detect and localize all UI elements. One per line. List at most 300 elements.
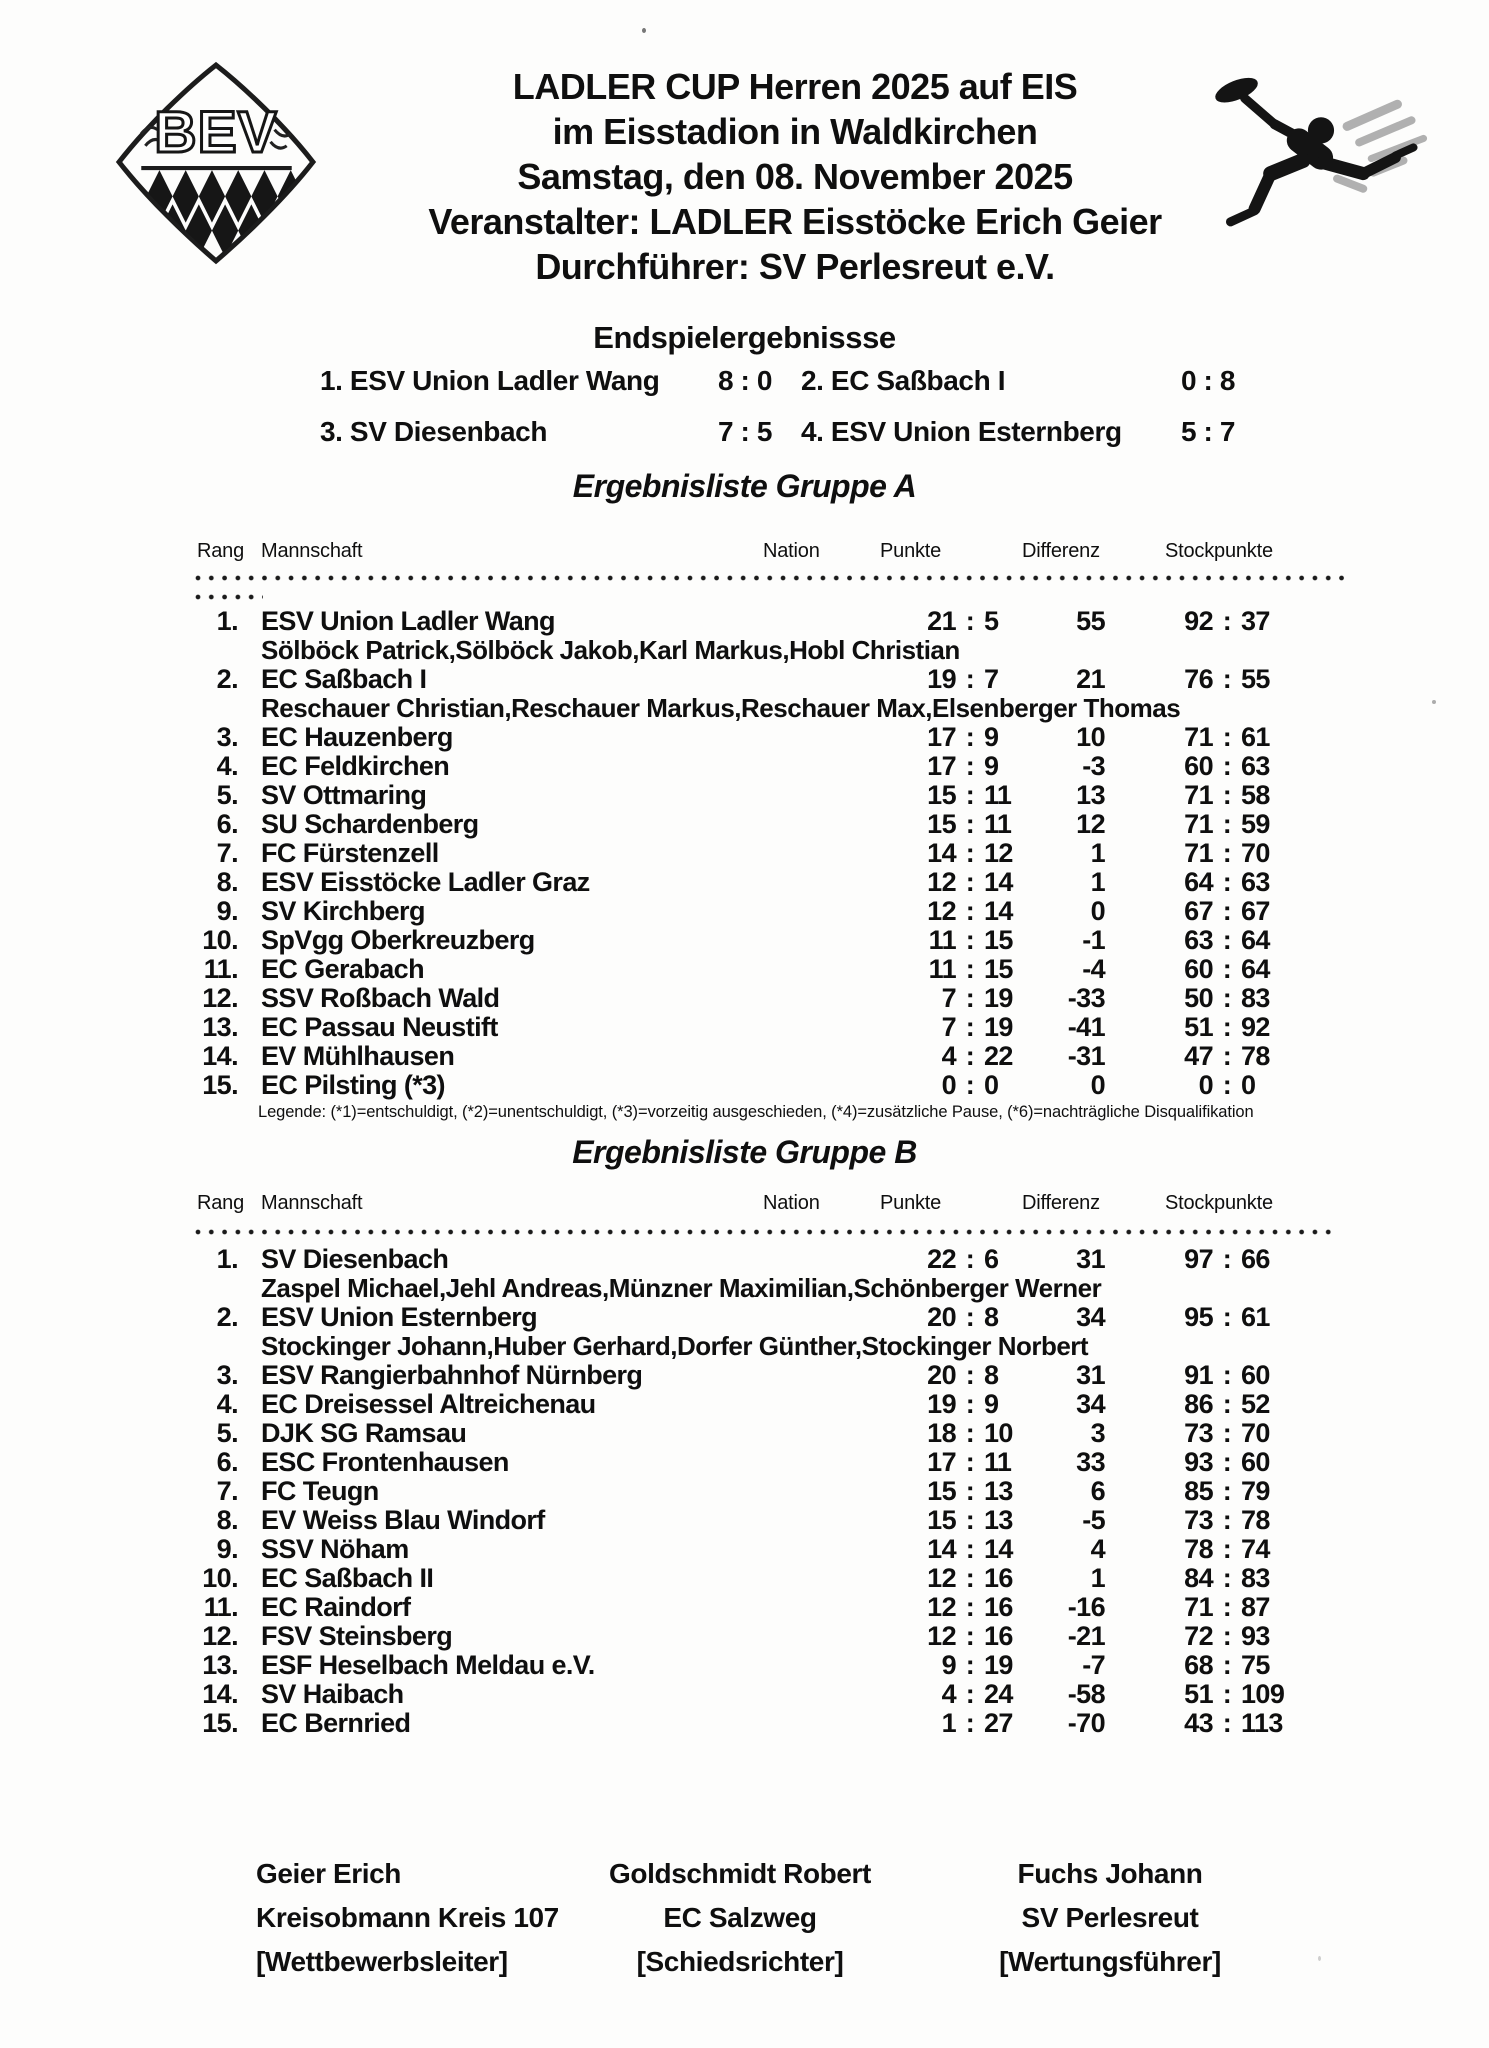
rank-cell: 3.	[216, 1360, 238, 1390]
rank-cell: 11.	[203, 954, 238, 984]
points-for: 7	[941, 1012, 956, 1042]
score-separator: :	[1222, 925, 1232, 955]
group-a-table	[195, 540, 1355, 1122]
stockpoints-against: 83	[1241, 983, 1270, 1013]
difference-value: -58	[1067, 1679, 1105, 1709]
points-for: 15	[927, 1476, 956, 1506]
team-name: EC Feldkirchen	[261, 751, 450, 781]
result-row	[195, 1245, 1355, 1274]
header-rang: Rang	[197, 1192, 245, 1214]
points-for: 12	[927, 896, 956, 926]
team-name: EC Dreisessel Altreichenau	[261, 1389, 596, 1419]
score-separator: :	[1222, 809, 1232, 839]
official-org: EC Salzweg	[663, 1902, 817, 1933]
result-row	[195, 1709, 1355, 1738]
result-row	[195, 868, 1355, 897]
team-name: EV Mühlhausen	[261, 1041, 455, 1071]
points-against: 14	[984, 896, 1013, 926]
team-name: SU Schardenberg	[261, 809, 479, 839]
legend-note: Legende: (*1)=entschuldigt, (*2)=unentschuldigt, (*3)=vorzeitig ausgeschieden, (*4)=zusätzliche Pause, (*6)=nachträgliche Disqualifikation	[258, 1103, 1254, 1121]
stockpoints-against: 67	[1241, 896, 1270, 926]
result-row	[195, 1419, 1355, 1448]
title-line-5: Durchführer: SV Perlesreut e.V.	[535, 246, 1055, 287]
result-row	[195, 1506, 1355, 1535]
team-name: ESF Heselbach Meldau e.V.	[261, 1650, 595, 1680]
stockpoints-for: 50	[1184, 983, 1213, 1013]
score-separator: :	[1222, 838, 1232, 868]
stockpoints-for: 78	[1184, 1534, 1213, 1564]
stockpoints-for: 71	[1184, 780, 1213, 810]
team-name: SSV Roßbach Wald	[261, 983, 500, 1013]
points-for: 12	[927, 1563, 956, 1593]
points-for: 14	[927, 838, 956, 868]
team-name: EC Saßbach II	[261, 1563, 434, 1593]
team-name: SSV Nöham	[261, 1534, 409, 1564]
result-row	[195, 1564, 1355, 1593]
stockpoints-against: 61	[1241, 1302, 1270, 1332]
finals-row	[320, 417, 1235, 447]
stockpoints-for: 71	[1184, 838, 1213, 868]
rank-cell: 12.	[202, 983, 238, 1013]
result-row	[195, 1535, 1355, 1564]
score-separator: :	[965, 925, 975, 955]
score-separator: :	[965, 983, 975, 1013]
stockpoints-for: 71	[1184, 1592, 1213, 1622]
score-separator: :	[1222, 1679, 1232, 1709]
points-for: 17	[927, 722, 956, 752]
rank-cell: 5.	[216, 780, 238, 810]
points-for: 1	[941, 1708, 956, 1738]
stockpoints-for: 63	[1184, 925, 1213, 955]
points-against: 16	[984, 1563, 1013, 1593]
stockpoints-for: 47	[1184, 1041, 1213, 1071]
score-separator: :	[965, 896, 975, 926]
team-name: ESV Rangierbahnhof Nürnberg	[261, 1360, 643, 1390]
difference-value: -16	[1067, 1592, 1105, 1622]
stockpoints-against: 58	[1241, 780, 1270, 810]
players-row: Zaspel Michael,Jehl Andreas,Münzner Maximilian,Schönberger Werner	[261, 1273, 1102, 1303]
official-role: [Wettbewerbsleiter]	[256, 1946, 508, 1977]
score-separator: :	[1222, 1708, 1232, 1738]
result-row	[195, 723, 1355, 752]
score-separator: :	[965, 664, 975, 694]
points-for: 21	[927, 606, 956, 636]
rank-cell: 13.	[202, 1012, 238, 1042]
result-row	[195, 1680, 1355, 1709]
score-separator: :	[965, 954, 975, 984]
score-separator: :	[1222, 954, 1232, 984]
team-name: SV Kirchberg	[261, 896, 425, 926]
scan-artifact-dot	[642, 28, 646, 33]
stockpoints-against: 83	[1241, 1563, 1270, 1593]
score-separator: :	[965, 1621, 975, 1651]
team-name: SpVgg Oberkreuzberg	[261, 925, 535, 955]
difference-value: -1	[1082, 925, 1105, 955]
header-punkte: Punkte	[880, 540, 942, 562]
points-against: 22	[984, 1041, 1013, 1071]
header-nation: Nation	[763, 1192, 820, 1214]
points-for: 14	[927, 1534, 956, 1564]
finals-results	[320, 366, 1235, 468]
team-name: ESV Union Esternberg	[261, 1302, 538, 1332]
result-row	[195, 1651, 1355, 1680]
final-match-score: 0 : 8	[1180, 365, 1235, 396]
points-for: 11	[928, 954, 956, 984]
rank-cell: 7.	[216, 838, 238, 868]
stockpoints-for: 72	[1184, 1621, 1213, 1651]
rank-cell: 9.	[216, 1534, 238, 1564]
team-name: SV Ottmaring	[261, 780, 427, 810]
stockpoints-for: 64	[1184, 867, 1213, 897]
team-name: EC Bernried	[261, 1708, 411, 1738]
difference-value: 6	[1090, 1476, 1105, 1506]
score-separator: :	[1222, 983, 1232, 1013]
points-against: 27	[984, 1708, 1013, 1738]
stockpoints-against: 64	[1241, 954, 1270, 984]
score-separator: :	[1222, 751, 1232, 781]
score-separator: :	[1222, 780, 1232, 810]
points-for: 15	[927, 809, 956, 839]
score-separator: :	[965, 867, 975, 897]
final-match-team: 2. EC Saßbach I	[801, 365, 1006, 396]
rank-cell: 15.	[202, 1070, 238, 1100]
players-row: Reschauer Christian,Reschauer Markus,Reschauer Max,Elsenberger Thomas	[261, 693, 1181, 723]
score-separator: :	[965, 1592, 975, 1622]
score-separator: :	[1222, 1447, 1232, 1477]
stockpoints-for: 71	[1184, 722, 1213, 752]
team-name: SV Haibach	[261, 1679, 404, 1709]
stockpoints-for: 76	[1184, 664, 1213, 694]
team-name: FC Teugn	[261, 1476, 379, 1506]
stockpoints-for: 67	[1184, 896, 1213, 926]
difference-value: 31	[1076, 1244, 1105, 1274]
difference-value: -21	[1067, 1621, 1105, 1651]
points-against: 16	[984, 1592, 1013, 1622]
score-separator: :	[965, 838, 975, 868]
dotted-separator	[195, 1228, 1335, 1236]
dotted-separator-wrap	[195, 593, 263, 601]
rank-cell: 4.	[216, 1389, 238, 1419]
score-separator: :	[965, 1418, 975, 1448]
difference-value: 13	[1076, 780, 1105, 810]
score-separator: :	[1222, 896, 1232, 926]
stockpoints-against: 79	[1241, 1476, 1270, 1506]
stockpoints-against: 78	[1241, 1505, 1270, 1535]
title-line-1: LADLER CUP Herren 2025 auf EIS	[512, 66, 1078, 107]
stockpoints-against: 60	[1241, 1360, 1270, 1390]
stockpoints-against: 75	[1241, 1650, 1270, 1680]
stockpoints-for: 91	[1184, 1360, 1213, 1390]
scan-artifact-dot	[1318, 1956, 1321, 1961]
rank-cell: 6.	[216, 1447, 238, 1477]
score-separator: :	[1222, 1302, 1232, 1332]
result-row	[195, 984, 1355, 1013]
points-for: 11	[928, 925, 956, 955]
points-against: 11	[984, 809, 1012, 839]
points-for: 4	[941, 1679, 956, 1709]
team-name: ESV Eisstöcke Ladler Graz	[261, 867, 590, 897]
team-name: EC Hauzenberg	[261, 722, 453, 752]
table-header-row	[195, 1192, 1355, 1222]
score-separator: :	[965, 1563, 975, 1593]
points-for: 18	[927, 1418, 956, 1448]
points-for: 17	[927, 751, 956, 781]
players-row: Stockinger Johann,Huber Gerhard,Dorfer Günther,Stockinger Norbert	[261, 1331, 1089, 1361]
header-rang: Rang	[197, 540, 245, 562]
difference-value: 31	[1076, 1360, 1105, 1390]
score-separator: :	[965, 606, 975, 636]
score-separator: :	[1222, 1360, 1232, 1390]
result-row	[195, 1622, 1355, 1651]
points-for: 17	[927, 1447, 956, 1477]
points-against: 11	[984, 1447, 1012, 1477]
points-against: 9	[984, 1389, 999, 1419]
points-against: 19	[984, 1650, 1013, 1680]
difference-value: 1	[1090, 867, 1105, 897]
score-separator: :	[1222, 1418, 1232, 1448]
stockpoints-for: 51	[1184, 1012, 1213, 1042]
points-against: 19	[984, 1012, 1013, 1042]
stockpoints-against: 60	[1241, 1447, 1270, 1477]
stockpoints-against: 113	[1241, 1708, 1283, 1738]
header-stockpunkte: Stockpunkte	[1165, 540, 1273, 562]
rank-cell: 2.	[216, 664, 238, 694]
stockpoints-against: 78	[1241, 1041, 1270, 1071]
score-separator: :	[1222, 1070, 1232, 1100]
result-row	[195, 926, 1355, 955]
difference-value: -7	[1082, 1650, 1105, 1680]
result-row	[195, 781, 1355, 810]
result-row	[195, 752, 1355, 781]
team-name: EC Gerabach	[261, 954, 424, 984]
stockpoints-for: 95	[1184, 1302, 1213, 1332]
points-against: 15	[984, 954, 1013, 984]
score-separator: :	[965, 1505, 975, 1535]
stockpoints-against: 64	[1241, 925, 1270, 955]
result-row	[195, 1390, 1355, 1419]
stockpoints-for: 84	[1184, 1563, 1213, 1593]
rank-cell: 14.	[202, 1679, 238, 1709]
official-name: Geier Erich	[256, 1858, 402, 1889]
header-mannschaft: Mannschaft	[261, 1192, 363, 1214]
score-separator: :	[965, 1447, 975, 1477]
official-block	[256, 1852, 559, 1984]
stockpoints-against: 59	[1241, 809, 1270, 839]
score-separator: :	[1222, 1389, 1232, 1419]
result-row	[195, 810, 1355, 839]
logo-text: BEV	[154, 99, 278, 165]
stockpoints-against: 92	[1241, 1012, 1270, 1042]
officials-footer	[0, 1852, 1489, 2012]
stockpoints-for: 60	[1184, 751, 1213, 781]
stockpoints-for: 51	[1184, 1679, 1213, 1709]
difference-value: 1	[1090, 1563, 1105, 1593]
result-row	[195, 839, 1355, 868]
official-name: Goldschmidt Robert	[609, 1858, 871, 1889]
difference-value: -70	[1067, 1708, 1105, 1738]
difference-value: -4	[1082, 954, 1105, 984]
official-org: SV Perlesreut	[1021, 1902, 1199, 1933]
official-org: Kreisobmann Kreis 107	[256, 1902, 559, 1933]
score-separator: :	[965, 1534, 975, 1564]
score-separator: :	[965, 1360, 975, 1390]
team-name: ESC Frontenhausen	[261, 1447, 509, 1477]
rank-cell: 4.	[216, 751, 238, 781]
header-mannschaft: Mannschaft	[261, 540, 363, 562]
stockpoints-against: 55	[1241, 664, 1270, 694]
rank-cell: 3.	[216, 722, 238, 752]
final-match-team: 4. ESV Union Esternberg	[801, 416, 1122, 447]
points-against: 19	[984, 983, 1013, 1013]
difference-value: 0	[1090, 1070, 1105, 1100]
rank-cell: 11.	[203, 1592, 238, 1622]
result-row	[195, 897, 1355, 926]
rank-cell: 12.	[202, 1621, 238, 1651]
difference-value: -3	[1082, 751, 1105, 781]
finals-row	[320, 366, 1235, 396]
score-separator: :	[1222, 1244, 1232, 1274]
stockpoints-against: 93	[1241, 1621, 1270, 1651]
difference-value: 1	[1090, 838, 1105, 868]
result-row	[195, 1303, 1355, 1332]
group-a-title: Ergebnisliste Gruppe A	[572, 468, 917, 504]
stockpoints-against: 52	[1241, 1389, 1270, 1419]
result-row	[195, 1477, 1355, 1506]
rank-cell: 8.	[216, 867, 238, 897]
group-b-table	[195, 1192, 1355, 1738]
points-against: 9	[984, 722, 999, 752]
difference-value: 0	[1090, 896, 1105, 926]
score-separator: :	[1222, 1505, 1232, 1535]
team-name: EC Saßbach I	[261, 664, 427, 694]
points-against: 9	[984, 751, 999, 781]
difference-value: 10	[1076, 722, 1105, 752]
dotted-separator	[195, 574, 1348, 582]
team-name: EV Weiss Blau Windorf	[261, 1505, 545, 1535]
points-for: 22	[927, 1244, 956, 1274]
points-for: 7	[941, 983, 956, 1013]
official-role: [Wertungsführer]	[999, 1946, 1221, 1977]
points-for: 19	[927, 1389, 956, 1419]
rank-cell: 1.	[216, 1244, 238, 1274]
points-against: 8	[984, 1360, 999, 1390]
score-separator: :	[1222, 1041, 1232, 1071]
score-separator: :	[965, 809, 975, 839]
stockpoints-for: 73	[1184, 1418, 1213, 1448]
team-name: FC Fürstenzell	[261, 838, 439, 868]
score-separator: :	[965, 1389, 975, 1419]
difference-value: 12	[1076, 809, 1105, 839]
final-match-team: 1. ESV Union Ladler Wang	[320, 365, 660, 396]
stockpoints-for: 43	[1184, 1708, 1213, 1738]
title-line-3: Samstag, den 08. November 2025	[517, 156, 1073, 197]
header-nation: Nation	[763, 540, 820, 562]
title-line-2: im Eisstadion in Waldkirchen	[552, 111, 1038, 152]
points-against: 13	[984, 1476, 1013, 1506]
finals-title: Endspielergebnissse	[593, 320, 896, 355]
score-separator: :	[965, 1708, 975, 1738]
difference-value: 34	[1076, 1302, 1105, 1332]
score-separator: :	[1222, 722, 1232, 752]
stockpoints-for: 97	[1184, 1244, 1213, 1274]
score-separator: :	[1222, 1012, 1232, 1042]
rank-cell: 9.	[216, 896, 238, 926]
points-for: 9	[941, 1650, 956, 1680]
difference-value: -41	[1067, 1012, 1105, 1042]
stockpoints-for: 68	[1184, 1650, 1213, 1680]
rank-cell: 10.	[202, 1563, 238, 1593]
score-separator: :	[965, 780, 975, 810]
stockpoints-for: 0	[1198, 1070, 1213, 1100]
points-for: 15	[927, 780, 956, 810]
stockpoints-for: 73	[1184, 1505, 1213, 1535]
rank-cell: 13.	[202, 1650, 238, 1680]
points-against: 14	[984, 867, 1013, 897]
result-row	[195, 607, 1355, 636]
team-name: EC Pilsting (*3)	[261, 1070, 445, 1100]
points-against: 16	[984, 1621, 1013, 1651]
header-differenz: Differenz	[1022, 540, 1100, 562]
stockpoints-against: 74	[1241, 1534, 1270, 1564]
group-b-rows	[195, 1245, 1355, 1738]
rank-cell: 5.	[216, 1418, 238, 1448]
scan-artifact-dot	[1432, 700, 1436, 704]
difference-value: -5	[1082, 1505, 1105, 1535]
stockpoints-against: 37	[1241, 606, 1270, 636]
stockpoints-for: 93	[1184, 1447, 1213, 1477]
score-separator: :	[965, 722, 975, 752]
points-against: 0	[984, 1070, 999, 1100]
stockpoints-for: 92	[1184, 606, 1213, 636]
stockpoints-for: 85	[1184, 1476, 1213, 1506]
score-separator: :	[1222, 606, 1232, 636]
rank-cell: 2.	[216, 1302, 238, 1332]
official-block	[950, 1852, 1270, 1984]
score-separator: :	[965, 1650, 975, 1680]
points-against: 10	[984, 1418, 1013, 1448]
result-row	[195, 1042, 1355, 1071]
official-name: Fuchs Johann	[1017, 1858, 1203, 1889]
header-differenz: Differenz	[1022, 1192, 1100, 1214]
points-for: 0	[941, 1070, 956, 1100]
score-separator: :	[965, 1476, 975, 1506]
stockpoints-against: 87	[1241, 1592, 1270, 1622]
points-against: 12	[984, 838, 1013, 868]
score-separator: :	[965, 1012, 975, 1042]
points-against: 13	[984, 1505, 1013, 1535]
score-separator: :	[1222, 1621, 1232, 1651]
team-name: FSV Steinsberg	[261, 1621, 453, 1651]
stockpoints-against: 70	[1241, 1418, 1270, 1448]
result-row	[195, 1013, 1355, 1042]
header-punkte: Punkte	[880, 1192, 942, 1214]
points-for: 15	[927, 1505, 956, 1535]
document-header	[250, 64, 1340, 289]
result-row	[195, 1448, 1355, 1477]
stockpoints-against: 70	[1241, 838, 1270, 868]
difference-value: -31	[1067, 1041, 1105, 1071]
rank-cell: 1.	[216, 606, 238, 636]
points-against: 14	[984, 1534, 1013, 1564]
difference-value: 33	[1076, 1447, 1105, 1477]
stockpoints-against: 61	[1241, 722, 1270, 752]
score-separator: :	[965, 1244, 975, 1274]
difference-value: 4	[1090, 1534, 1105, 1564]
team-name: EC Raindorf	[261, 1592, 411, 1622]
points-for: 12	[927, 1621, 956, 1651]
final-match-score: 5 : 7	[1180, 416, 1235, 447]
result-row	[195, 1593, 1355, 1622]
